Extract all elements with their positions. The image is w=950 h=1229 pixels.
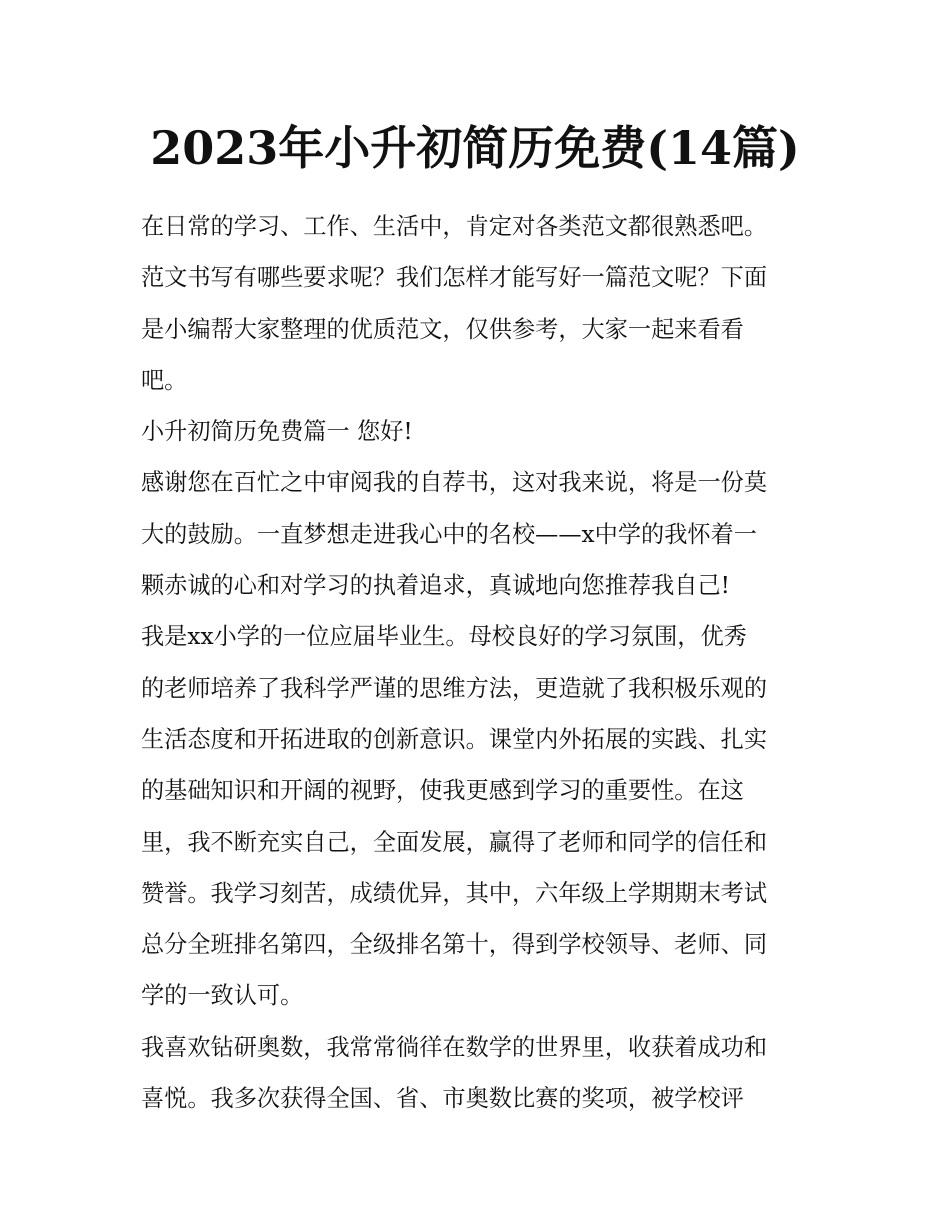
body-line: 的老师培养了我科学严谨的思维方法，更造就了我积极乐观的: [141, 674, 768, 702]
body-line: 喜悦。我多次获得全国、省、市奥数比赛的奖项，被学校评: [141, 1085, 744, 1113]
body-line: 里，我不断充实自己，全面发展，赢得了老师和同学的信任和: [141, 828, 768, 856]
body-line: 我是xx小学的一位应届毕业生。母校良好的学习氛围，优秀: [141, 623, 747, 651]
body-line: 吧。: [141, 366, 188, 394]
body-line: 大的鼓励。一直梦想走进我心中的名校——x中学的我怀着一: [141, 520, 757, 548]
body-line: 感谢您在百忙之中审阅我的自荐书，这对我来说，将是一份莫: [141, 469, 768, 497]
body-line: 小升初简历免费篇一 您好!: [141, 418, 413, 446]
body-line: 的基础知识和开阔的视野，使我更感到学习的重要性。在这: [141, 777, 744, 805]
body-line: 学的一致认可。: [141, 982, 304, 1010]
body-line: 范文书写有哪些要求呢？我们怎样才能写好一篇范文呢？下面: [141, 264, 768, 292]
body-line: 生活态度和开拓进取的创新意识。课堂内外拓展的实践、扎实: [141, 725, 768, 753]
document-body: [141, 201, 813, 1124]
body-line: 在日常的学习、工作、生活中，肯定对各类范文都很熟悉吧。: [141, 213, 768, 240]
body-line: 颗赤诚的心和对学习的执着追求，真诚地向您推荐我自己!: [141, 572, 731, 600]
body-line: 总分全班排名第四，全级排名第十，得到学校领导、老师、同: [141, 931, 768, 959]
body-line: 我喜欢钻研奥数，我常常徜徉在数学的世界里，收获着成功和: [141, 1033, 768, 1061]
body-line: 赞誉。我学习刻苦，成绩优异，其中，六年级上学期期末考试: [141, 879, 768, 907]
body-line: 是小编帮大家整理的优质范文，仅供参考，大家一起来看看: [141, 315, 744, 343]
document-title: 2023年小升初简历免费(14篇): [150, 121, 800, 175]
